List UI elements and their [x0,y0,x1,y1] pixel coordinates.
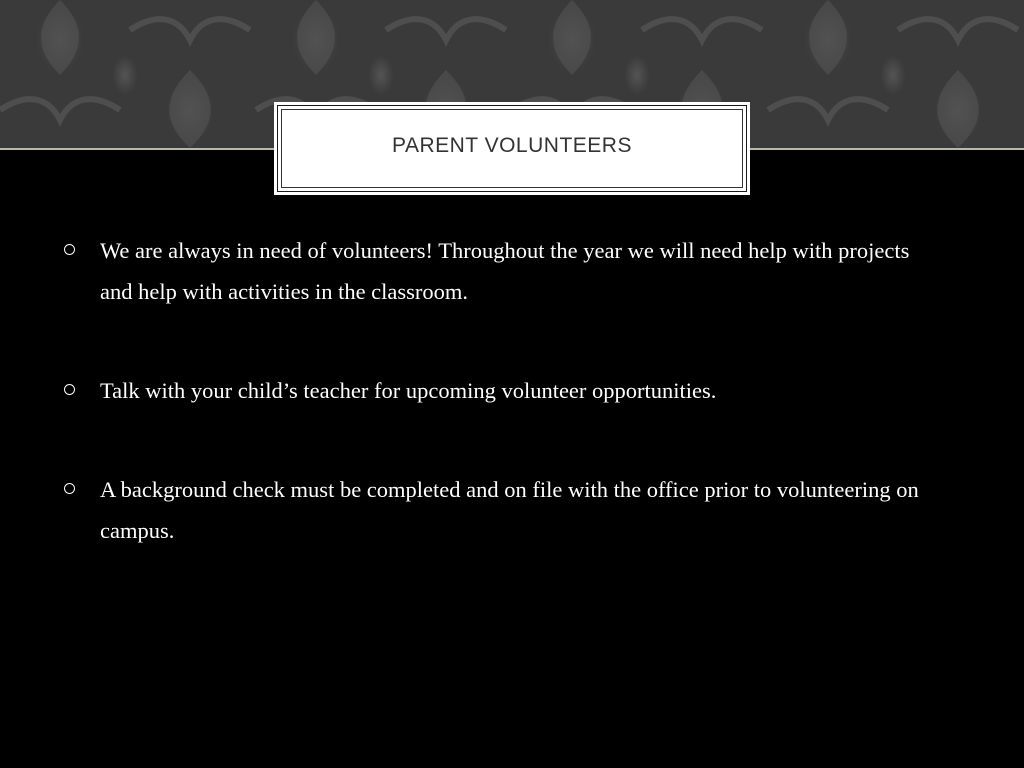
hollow-circle-bullet-icon [64,384,75,395]
hollow-circle-bullet-icon [64,244,75,255]
bullet-text: We are always in need of volunteers! Throughout the year we will need help with projects and help with activities in the classroom. [100,238,910,304]
bullet-item [62,469,942,551]
slide-title: PARENT VOLUNTEERS [392,133,632,157]
bullet-item [62,230,942,312]
title-box [277,105,747,192]
bullet-item [62,370,942,411]
bullet-list [62,230,942,609]
hollow-circle-bullet-icon [64,483,75,494]
bullet-text: Talk with your child’s teacher for upcoming volunteer opportunities. [100,378,717,403]
bullet-text: A background check must be completed and on file with the office prior to volunteering on campus. [100,477,919,543]
